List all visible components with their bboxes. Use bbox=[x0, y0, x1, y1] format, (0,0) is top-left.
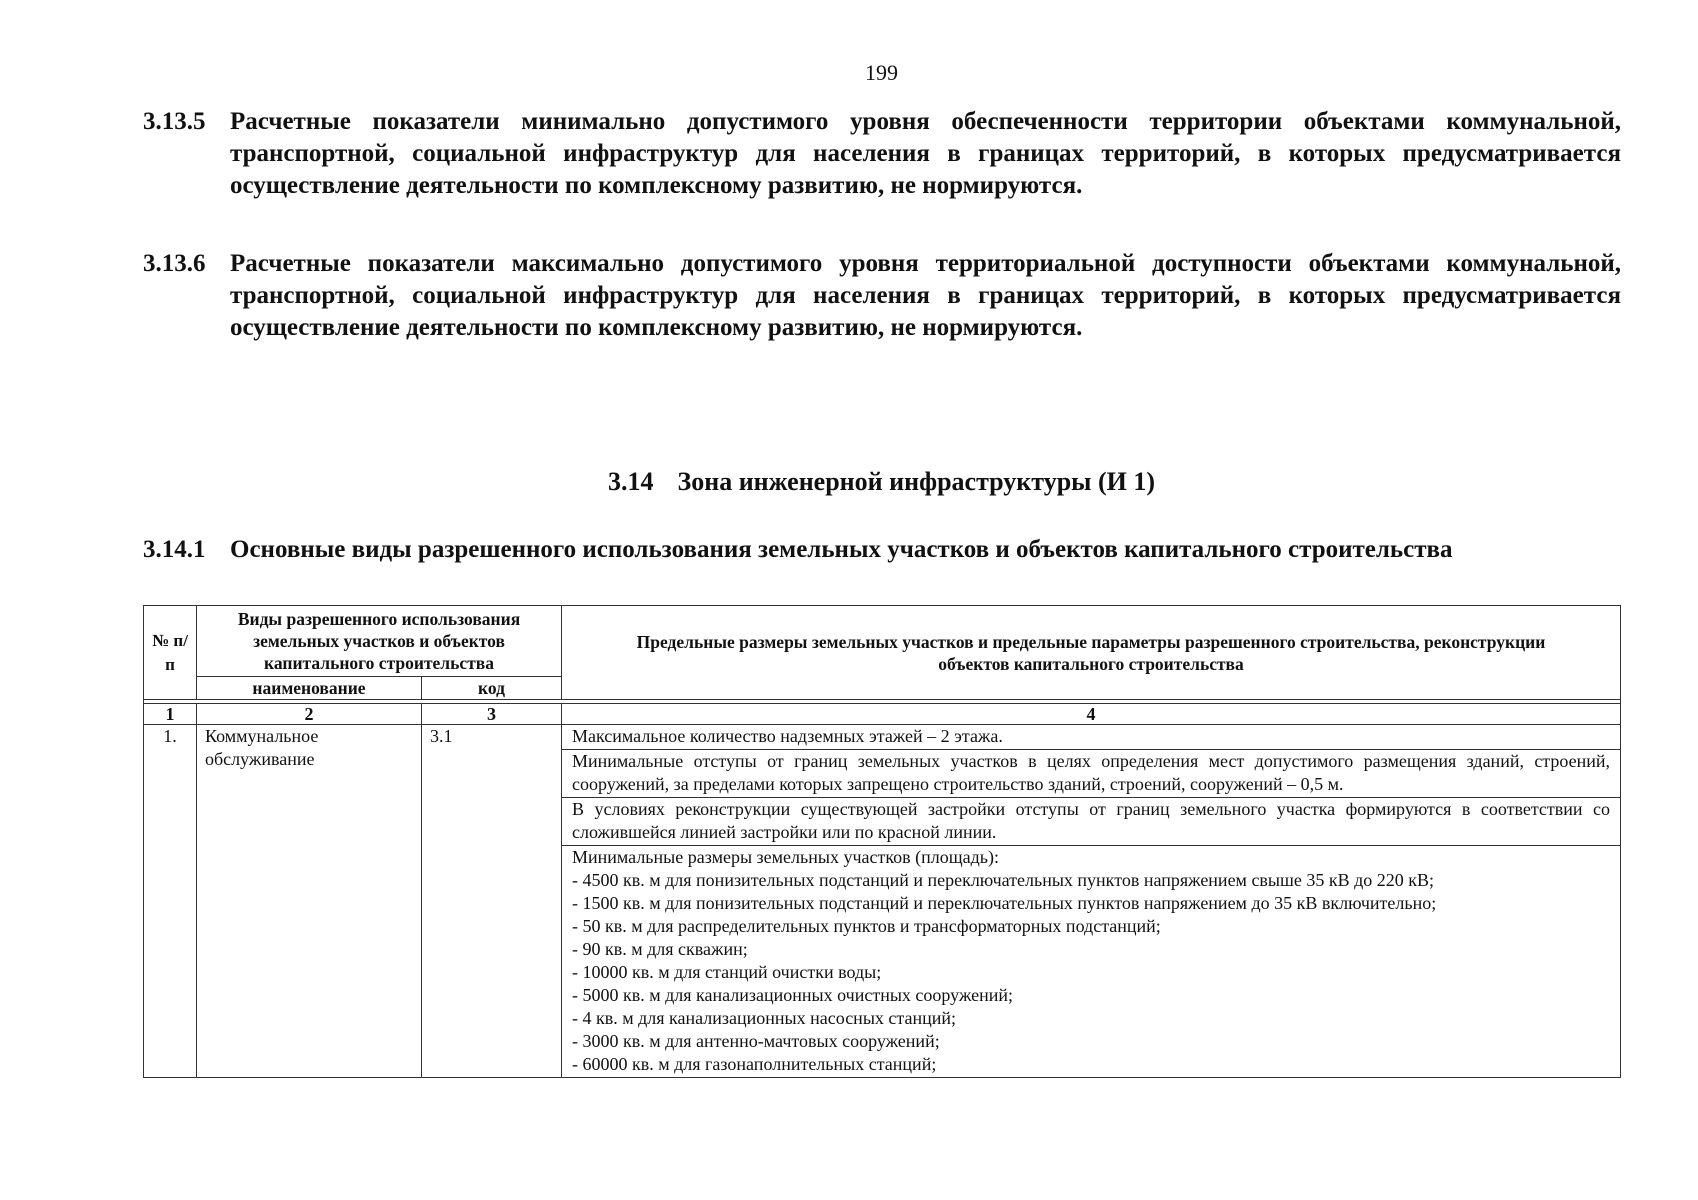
section-3-13-6 bbox=[143, 248, 1621, 344]
table-row bbox=[144, 725, 1621, 1078]
list-item: - 4 кв. м для канализационных насосных станций; bbox=[572, 1008, 957, 1028]
list-item: - 5000 кв. м для канализационных очистных сооружений; bbox=[572, 985, 1014, 1005]
section-text: Расчетные показатели максимально допустимого уровня территориальной доступности объектами коммунальной, транспортной, социальной инфраструктур для населения в границах территорий, в которых предусматривается осуществление деятельности по комплексному развитию, не нормируются. bbox=[230, 250, 1621, 341]
page-number: 199 bbox=[865, 60, 898, 85]
list-item: - 1500 кв. м для понизительных подстанций и переключательных пунктов напряжением до 35 кВ включительно; bbox=[572, 893, 1437, 913]
use-code: 3.1 bbox=[422, 725, 562, 1078]
subsection-heading bbox=[143, 536, 1623, 564]
list-item: - 10000 кв. м для станций очистки воды; bbox=[572, 962, 882, 982]
section-text: Расчетные показатели минимально допустимого уровня обеспеченности территории объектами коммунальной, транспортной, социальной инфраструктур для населения в границах территорий, в которых предусматривается осуществление деятельности по комплексному развитию, не нормируются. bbox=[230, 108, 1621, 199]
section-number: 3.13.5 bbox=[143, 108, 206, 135]
list-item: - 4500 кв. м для понизительных подстанций и переключательных пунктов напряжением свыше 35 кВ до 220 кВ; bbox=[572, 870, 1435, 890]
list-item: - 60000 кв. м для газонаполнительных станций; bbox=[572, 1054, 937, 1074]
subsection-heading-number: 3.14.1 bbox=[143, 536, 206, 563]
zone-heading-number: 3.14 bbox=[607, 467, 654, 496]
subsection-heading-text: Основные виды разрешенного использования земельных участков и объектов капитального строительства bbox=[230, 536, 1453, 563]
column-number: 4 bbox=[562, 704, 1621, 725]
column-number-row bbox=[144, 704, 1621, 725]
section-number: 3.13.6 bbox=[143, 250, 206, 277]
header-col-types: Виды разрешенного использования земельных участков и объектов капитального строительства bbox=[197, 606, 562, 677]
zone-heading-text: Зона инженерной инфраструктуры (И 1) bbox=[677, 467, 1156, 496]
header-col-no: № п/п bbox=[144, 606, 197, 700]
sizes-title: Минимальные размеры земельных участков (площадь): bbox=[572, 847, 999, 867]
parameter-block-sizes bbox=[562, 846, 1620, 1077]
use-name: Коммунальное обслуживание bbox=[197, 725, 422, 1078]
column-number: 2 bbox=[197, 704, 422, 725]
parameter-block: Минимальные отступы от границ земельных участков в целях определения мест допустимого размещения зданий, строений, сооружений, за пределами которых запрещено строительство зданий, строений, сооружений – 0,5 м. bbox=[562, 750, 1620, 798]
section-3-13-5 bbox=[143, 106, 1621, 202]
row-number: 1. bbox=[144, 725, 197, 1078]
parameter-block: Максимальное количество надземных этажей – 2 этажа. bbox=[562, 725, 1620, 750]
list-item: - 3000 кв. м для антенно-мачтовых сооружений; bbox=[572, 1031, 940, 1051]
list-item: - 50 кв. м для распределительных пунктов и трансформаторных подстанций; bbox=[572, 916, 1161, 936]
permitted-use-table bbox=[143, 605, 1621, 1078]
parameters-cell bbox=[562, 725, 1621, 1078]
column-number: 1 bbox=[144, 704, 197, 725]
header-col-code: код bbox=[422, 677, 562, 700]
parameter-block: В условиях реконструкции существующей застройки отступы от границ земельного участка формируются в соответствии со сложившейся линией застройки или по красной линии. bbox=[562, 798, 1620, 846]
column-number: 3 bbox=[422, 704, 562, 725]
list-item: - 90 кв. м для скважин; bbox=[572, 939, 748, 959]
header-col-params: Предельные размеры земельных участков и предельные параметры разрешенного строительства, реконструкции объектов капитального строительства bbox=[562, 606, 1621, 700]
header-col-name: наименование bbox=[197, 677, 422, 700]
zone-heading bbox=[0, 467, 1698, 497]
